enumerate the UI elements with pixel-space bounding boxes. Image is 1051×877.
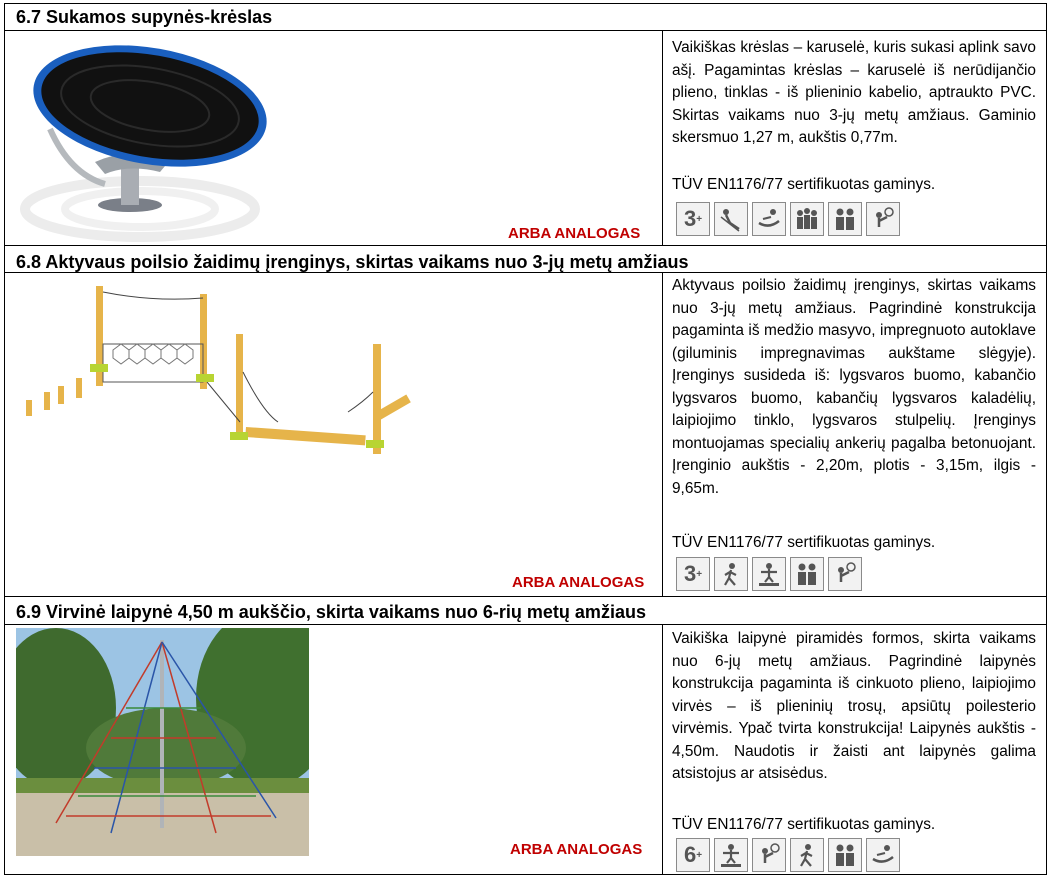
certificate-text: TÜV EN1176/77 sertifikuotas gaminys. xyxy=(672,176,936,193)
age-3-icon: 3 + xyxy=(676,557,710,591)
section-description: Aktyvaus poilsio žaidimų įrenginys, skirtas vaikams nuo 3-jų metų amžiaus. Pagrindinė konstrukcija pagaminta iš medžio masyvo, impregnuoto autoklave (giluminis impregnavimas aukštame slėgyje). Įrenginys susideda iš: lygsvaros buomo, kabančio lygsvaros buomo, kabančių lygsvaros kaladėlių, laipiojimo tinklo, lygsvaros stulpelių. Įrenginys montuojamas specialių ankerių pagalba betonuojant. Įrenginio aukštis - 2,20m, plotis - 3,15m, ilgis - 9,65m. xyxy=(672,277,1036,497)
lying-swing-icon xyxy=(866,838,900,872)
divider xyxy=(4,30,1047,31)
group-children-icon xyxy=(790,202,824,236)
child-playing-icon xyxy=(866,202,900,236)
section-description: Vaikiška laipynė piramidės formos, skirta vaikams nuo 6-jų metų amžiaus. Pagrindinė laipynės konstrukcija pagaminta iš cinkuoto plieno, laipiojimo virvės – iš plieninių trosų, apsiūtų poilesterio virvėmis. Ypač tvirta konstrukcija! Laipynės aukštis - 4,50m. Naudotis ir žaisti ant laipynės galima atsistojus ar atsisėdus. xyxy=(672,630,1036,782)
age-3-icon: 3 + xyxy=(676,202,710,236)
section-heading: 6.9 Virvinė laipynė 4,50 m aukščio, skirta vaikams nuo 6-rių metų amžiaus xyxy=(16,602,646,622)
running-child-icon xyxy=(790,838,824,872)
safety-icons xyxy=(676,557,862,591)
certificate-text: TÜV EN1176/77 sertifikuotas gaminys. xyxy=(672,816,936,833)
column-divider xyxy=(662,30,663,245)
safety-icons xyxy=(676,202,900,236)
age-6-icon: 6 + xyxy=(676,838,710,872)
analog-label: ARBA ANALOGAS xyxy=(508,225,641,242)
column-divider xyxy=(662,272,663,596)
child-playing-icon xyxy=(752,838,786,872)
two-children-icon xyxy=(828,202,862,236)
divider xyxy=(4,596,1047,597)
balance-playground-image xyxy=(18,282,428,482)
divider xyxy=(4,245,1047,246)
certificate-text: TÜV EN1176/77 sertifikuotas gaminys. xyxy=(672,534,936,551)
section-heading: 6.7 Sukamos supynės-krėslas xyxy=(16,7,273,27)
lying-swing-icon xyxy=(752,202,786,236)
analog-label: ARBA ANALOGAS xyxy=(510,841,643,858)
divider xyxy=(4,624,1047,625)
column-divider xyxy=(662,624,663,875)
safety-icons xyxy=(676,838,900,872)
slide-icon xyxy=(714,202,748,236)
running-child-icon xyxy=(714,557,748,591)
child-playing-icon xyxy=(828,557,862,591)
analog-label: ARBA ANALOGAS xyxy=(512,574,645,591)
balance-beam-icon xyxy=(752,557,786,591)
rotating-chair-image xyxy=(10,34,280,242)
two-children-icon xyxy=(828,838,862,872)
section-description: Vaikiškas krėslas – karuselė, kuris sukasi aplink savo ašį. Pagamintas krėslas – karuselė iš nerūdijančio plieno, tinklas - iš plieninio kabelio, aptraukto PVC. Skirtas vaikams nuo 3-jų metų amžiaus. Gaminio skersmuo 1,27 m, aukštis 0,77m. xyxy=(672,39,1036,146)
rope-pyramid-image xyxy=(16,628,309,856)
section-heading: 6.8 Aktyvaus poilsio žaidimų įrenginys, skirtas vaikams nuo 3-jų metų amžiaus xyxy=(16,252,689,272)
balance-beam-icon xyxy=(714,838,748,872)
two-children-icon xyxy=(790,557,824,591)
